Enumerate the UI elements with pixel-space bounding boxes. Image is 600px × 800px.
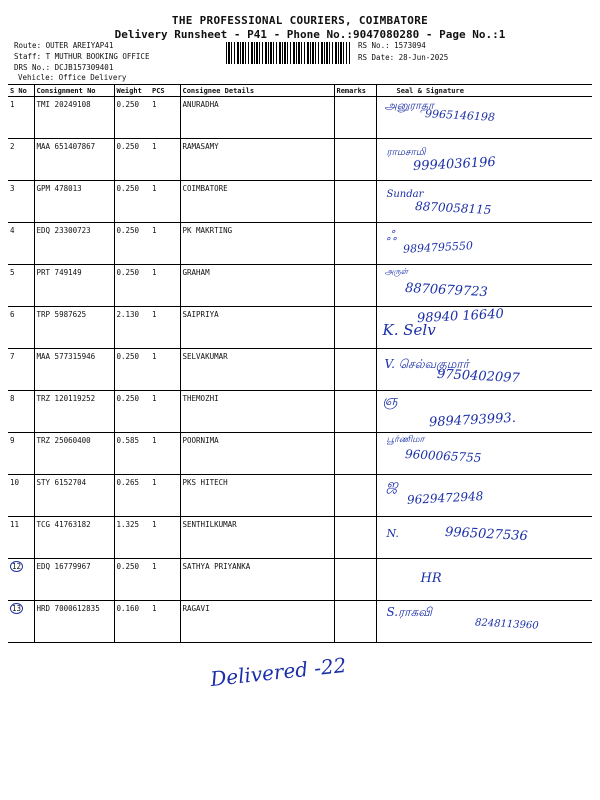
pcs-value: 1 [152, 100, 157, 109]
cell-remarks [334, 307, 376, 349]
cell-signature [376, 97, 592, 139]
cell-remarks [334, 223, 376, 265]
consignment-value: TMI 20249108 [36, 100, 91, 109]
cell-sno [8, 265, 34, 307]
consignee-value: GRAHAM [182, 268, 210, 277]
table-row [8, 433, 592, 475]
cell-consignee [180, 349, 334, 391]
sno-value: 8 [10, 394, 15, 403]
weight-value: 2.130 [116, 310, 140, 319]
weight-value: 0.250 [116, 100, 140, 109]
cell-weight [114, 601, 150, 643]
cell-remarks [334, 601, 376, 643]
handwritten-signature: அனுராதா [384, 99, 434, 112]
cell-weight [114, 349, 150, 391]
cell-weight [114, 223, 150, 265]
handwritten-signature: ஜ [386, 477, 399, 493]
handwritten-signature: K. Selv [382, 321, 436, 339]
sno-value: 7 [10, 352, 15, 361]
cell-consignment [34, 223, 114, 265]
cell-consignment [34, 139, 114, 181]
cell-remarks [334, 517, 376, 559]
handwritten-phone: 9600065755 [404, 447, 482, 465]
consignee-value: SENTHILKUMAR [182, 520, 237, 529]
cell-pcs [150, 349, 180, 391]
cell-consignment [34, 97, 114, 139]
handwritten-signature: பூர்ணிமா [386, 435, 425, 445]
barcode [226, 42, 350, 64]
sno-value: 3 [10, 184, 15, 193]
sno-value: 4 [10, 226, 15, 235]
cell-consignee [180, 307, 334, 349]
consignee-value: RAMASAMY [182, 142, 219, 151]
cell-sno [8, 601, 34, 643]
cell-pcs [150, 139, 180, 181]
cell-consignee [180, 559, 334, 601]
table-row [8, 265, 592, 307]
cell-remarks [334, 139, 376, 181]
cell-pcs [150, 559, 180, 601]
cell-weight [114, 139, 150, 181]
pcs-value: 1 [152, 226, 157, 235]
table-row [8, 517, 592, 559]
table-row [8, 181, 592, 223]
col-consignee: Consignee Details [180, 85, 334, 97]
consignee-value: THEMOZHI [182, 394, 219, 403]
weight-value: 0.250 [116, 268, 140, 277]
cell-sno [8, 559, 34, 601]
sno-value: 5 [10, 268, 15, 277]
cell-consignee [180, 265, 334, 307]
consignment-value: PRT 749149 [36, 268, 82, 277]
rs-date: RS Date: 28-Jun-2025 [358, 53, 449, 62]
cell-pcs [150, 265, 180, 307]
consignment-value: GPM 478013 [36, 184, 82, 193]
consignee-value: PK MAKRTING [182, 226, 233, 235]
drs-label: DRS No.: DCJB157309401 [14, 63, 114, 72]
cell-weight [114, 307, 150, 349]
handwritten-signature: N. [386, 527, 399, 540]
cell-weight [114, 391, 150, 433]
cell-consignee [180, 475, 334, 517]
handwritten-phone: 8870679723 [404, 280, 488, 301]
table-row [8, 349, 592, 391]
cell-pcs [150, 97, 180, 139]
cell-signature [376, 307, 592, 349]
pcs-value: 1 [152, 604, 157, 613]
cell-sno [8, 349, 34, 391]
staff-label: Staff: T MUTHUR BOOKING OFFICE [14, 52, 150, 61]
handwritten-phone: 9629472948 [406, 489, 484, 507]
consignee-value: PKS HITECH [182, 478, 228, 487]
cell-consignee [180, 601, 334, 643]
handwritten-phone: 8870058115 [414, 199, 492, 217]
consignment-value: TRZ 25060400 [36, 436, 91, 445]
cell-sno [8, 97, 34, 139]
table-row [8, 391, 592, 433]
consignment-value: MAA 651407867 [36, 142, 96, 151]
consignment-value: EDQ 16779967 [36, 562, 91, 571]
cell-consignee [180, 139, 334, 181]
weight-value: 0.250 [116, 226, 140, 235]
cell-consignment [34, 391, 114, 433]
cell-consignment [34, 181, 114, 223]
cell-consignee [180, 517, 334, 559]
col-remarks: Remarks [334, 85, 376, 97]
cell-signature [376, 223, 592, 265]
cell-consignee [180, 181, 334, 223]
handwritten-signature: அருள் [384, 267, 409, 276]
consignee-value: ANURADHA [182, 100, 219, 109]
handwritten-phone: 9894793993. [428, 410, 516, 431]
cell-signature [376, 559, 592, 601]
pcs-value: 1 [152, 268, 157, 277]
cell-consignee [180, 433, 334, 475]
weight-value: 1.325 [116, 520, 140, 529]
cell-remarks [334, 433, 376, 475]
cell-signature [376, 181, 592, 223]
pcs-value: 1 [152, 142, 157, 151]
cell-sno [8, 139, 34, 181]
pcs-value: 1 [152, 520, 157, 529]
cell-consignment [34, 349, 114, 391]
pcs-value: 1 [152, 310, 157, 319]
cell-weight [114, 265, 150, 307]
handwritten-signature: HR [420, 571, 442, 586]
weight-value: 0.160 [116, 604, 140, 613]
cell-weight [114, 517, 150, 559]
cell-pcs [150, 601, 180, 643]
cell-weight [114, 97, 150, 139]
consignee-value: SELVAKUMAR [182, 352, 228, 361]
col-weight: Weight [114, 85, 150, 97]
handwritten-signature: Sundar [386, 189, 424, 200]
consignee-value: POORNIMA [182, 436, 219, 445]
cell-consignee [180, 97, 334, 139]
cell-signature [376, 265, 592, 307]
cell-remarks [334, 391, 376, 433]
handwritten-phone: 9965146198 [424, 107, 495, 124]
cell-consignee [180, 223, 334, 265]
weight-value: 0.250 [116, 562, 140, 571]
consignee-value: RAGAVI [182, 604, 210, 613]
cell-sno [8, 223, 34, 265]
consignment-value: STY 6152704 [36, 478, 87, 487]
cell-remarks [334, 97, 376, 139]
pcs-value: 1 [152, 184, 157, 193]
sno-value: 2 [10, 142, 15, 151]
pcs-value: 1 [152, 352, 157, 361]
cell-signature [376, 391, 592, 433]
cell-weight [114, 475, 150, 517]
route-label: Route: OUTER AREIYAP41 [14, 41, 114, 50]
cell-signature [376, 475, 592, 517]
table-row [8, 475, 592, 517]
cell-consignment [34, 307, 114, 349]
cell-sno [8, 433, 34, 475]
handwritten-phone: 9994036196 [412, 154, 496, 175]
cell-weight [114, 181, 150, 223]
weight-value: 0.585 [116, 436, 140, 445]
weight-value: 0.250 [116, 352, 140, 361]
handwritten-phone: 9894795550 [402, 239, 473, 256]
cell-pcs [150, 433, 180, 475]
sno-value: 11 [10, 520, 20, 529]
delivered-note: Delivered -22 [209, 652, 348, 692]
col-consignment: Consignment No [34, 85, 114, 97]
cell-sno [8, 181, 34, 223]
col-seal: Seal & Signature [376, 85, 592, 97]
cell-sno [8, 391, 34, 433]
handwritten-phone: 8248113960 [474, 617, 539, 632]
weight-value: 0.265 [116, 478, 140, 487]
cell-remarks [334, 475, 376, 517]
weight-value: 0.250 [116, 142, 140, 151]
cell-pcs [150, 223, 180, 265]
sno-value: 10 [10, 478, 20, 487]
table-header [8, 85, 592, 97]
table-row [8, 559, 592, 601]
weight-value: 0.250 [116, 184, 140, 193]
consignment-value: MAA 577315946 [36, 352, 96, 361]
consignee-value: COIMBATORE [182, 184, 228, 193]
handwritten-phone: 9750402097 [436, 366, 520, 387]
cell-pcs [150, 475, 180, 517]
cell-consignment [34, 601, 114, 643]
cell-signature [376, 349, 592, 391]
cell-pcs [150, 307, 180, 349]
cell-consignment [34, 559, 114, 601]
runsheet-title: Delivery Runsheet - P41 - Phone No.:9047080280 - Page No.:1 [114, 28, 506, 41]
cell-consignment [34, 265, 114, 307]
cell-remarks [334, 349, 376, 391]
handwritten-signature: V. செல்வகுமார் [384, 357, 469, 371]
cell-pcs [150, 181, 180, 223]
consignment-value: HRD 7000612835 [36, 604, 100, 613]
cell-pcs [150, 517, 180, 559]
col-sno: S No [8, 85, 34, 97]
pcs-value: 1 [152, 478, 157, 487]
sno-value: 9 [10, 436, 15, 445]
consignment-value: TCG 41763182 [36, 520, 91, 529]
cell-weight [114, 559, 150, 601]
sno-value: 13 [12, 604, 22, 613]
sno-value: 1 [10, 100, 15, 109]
company-title: THE PROFESSIONAL COURIERS, COIMBATORE [171, 14, 429, 27]
vehicle-label: Vehicle: Office Delivery [18, 73, 127, 82]
weight-value: 0.250 [116, 394, 140, 403]
consignment-value: TRP 5987625 [36, 310, 87, 319]
pcs-value: 1 [152, 436, 157, 445]
handwritten-phone: 9965027536 [444, 524, 528, 545]
handwritten-signature: ஞ [382, 393, 398, 409]
sno-value: 12 [12, 562, 22, 571]
runsheet-table [8, 84, 592, 643]
handwritten-signature: ஃ [386, 229, 397, 244]
cell-weight [114, 433, 150, 475]
pcs-value: 1 [152, 562, 157, 571]
cell-pcs [150, 391, 180, 433]
consignment-value: EDQ 23300723 [36, 226, 91, 235]
cell-sno [8, 517, 34, 559]
consignee-value: SAIPRIYA [182, 310, 219, 319]
pcs-value: 1 [152, 394, 157, 403]
consignment-value: TRZ 120119252 [36, 394, 96, 403]
cell-consignment [34, 475, 114, 517]
cell-consignee [180, 391, 334, 433]
table-row [8, 139, 592, 181]
cell-signature [376, 601, 592, 643]
cell-signature [376, 433, 592, 475]
table-row [8, 97, 592, 139]
cell-consignment [34, 517, 114, 559]
cell-consignment [34, 433, 114, 475]
table-row [8, 223, 592, 265]
cell-remarks [334, 559, 376, 601]
handwritten-signature: S.ராகவி [386, 605, 432, 619]
col-pcs: PCS [150, 85, 180, 97]
consignee-value: SATHYA PRIYANKA [182, 562, 251, 571]
cell-signature [376, 517, 592, 559]
rs-number: RS No.: 1573094 [358, 41, 426, 50]
handwritten-phone: 98940 16640 [416, 306, 504, 327]
cell-signature [376, 139, 592, 181]
table-row [8, 601, 592, 643]
cell-remarks [334, 181, 376, 223]
cell-sno [8, 307, 34, 349]
cell-remarks [334, 265, 376, 307]
cell-sno [8, 475, 34, 517]
sno-value: 6 [10, 310, 15, 319]
table-row [8, 307, 592, 349]
handwritten-signature: ராமசாமி [386, 147, 426, 158]
